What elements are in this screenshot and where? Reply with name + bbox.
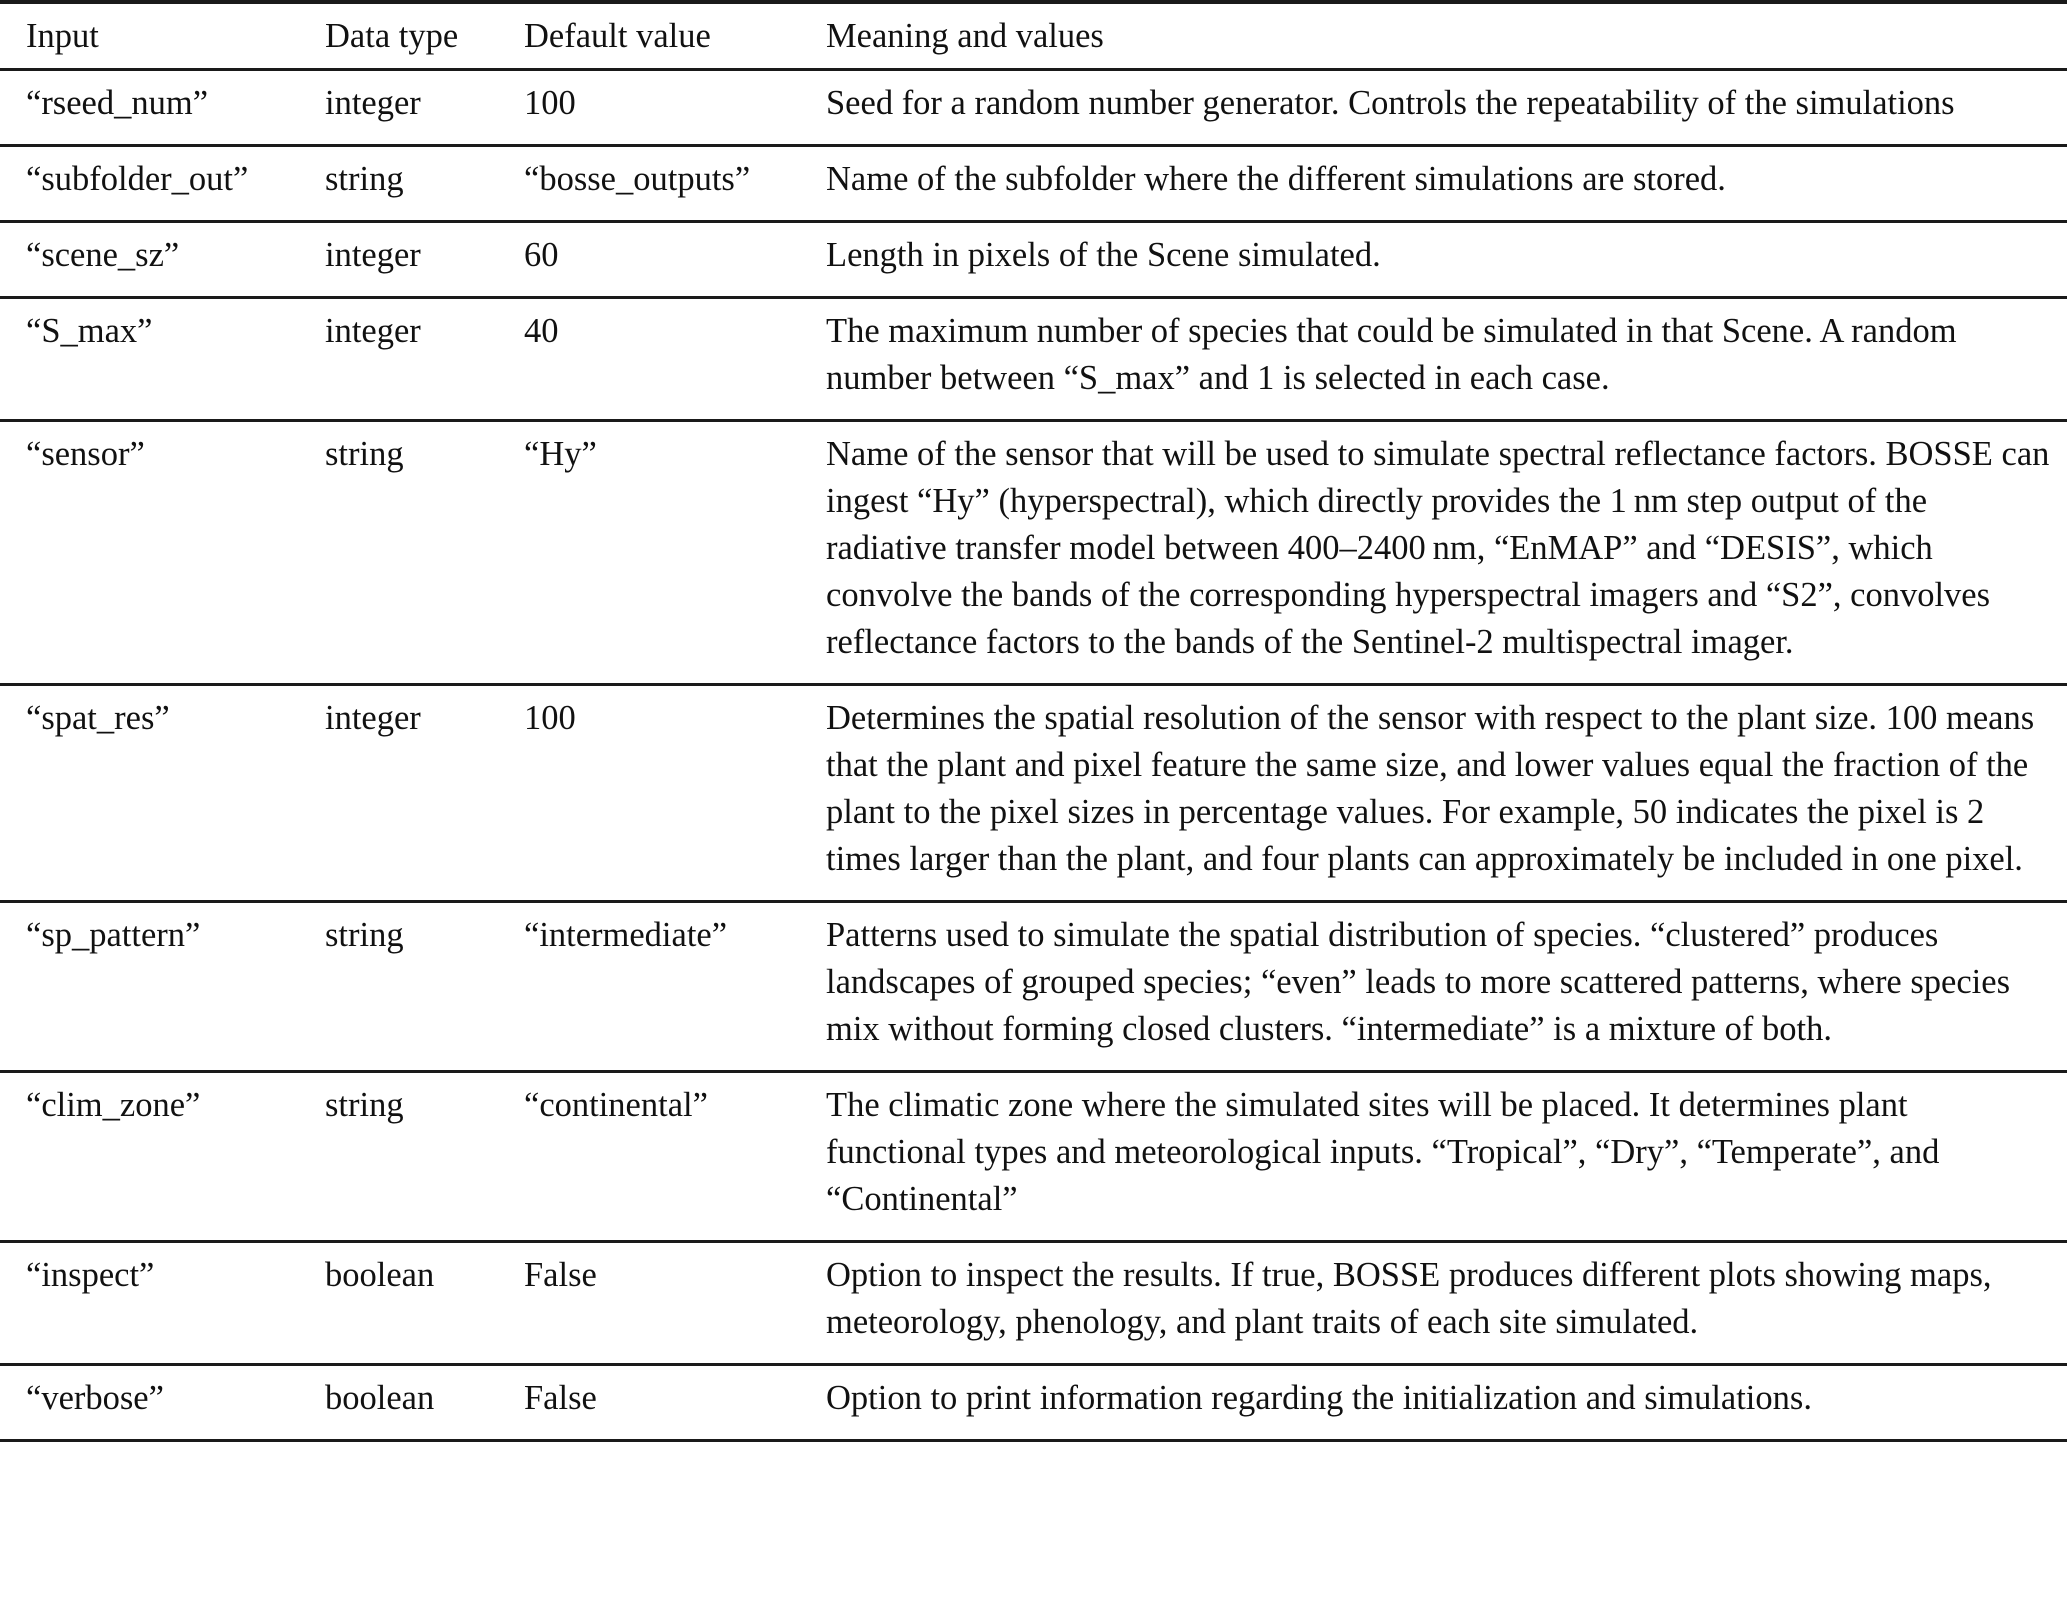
cell-meaning: The climatic zone where the simulated sites will be placed. It determines plant functional types and meteorological inputs. “Tropical”, “Dry”, “Temperate”, and “Continental”	[826, 1086, 1940, 1218]
cell-data-type: string	[325, 160, 404, 198]
cell-data-type: boolean	[325, 1256, 435, 1294]
cell-meaning: The maximum number of species that could be simulated in that Scene. A random number between “S_max” and 1 is selected in each case.	[826, 312, 1957, 397]
cell-data-type: integer	[325, 312, 421, 350]
table-row	[0, 902, 2067, 1072]
cell-default-value: 40	[524, 312, 559, 350]
cell-input: “sensor”	[26, 435, 145, 473]
table-header	[0, 2, 2067, 70]
header-input: Input	[26, 17, 99, 55]
cell-default-value: “continental”	[524, 1086, 708, 1124]
header-default-value: Default value	[524, 17, 711, 55]
table-row	[0, 685, 2067, 902]
cell-meaning: Option to inspect the results. If true, BOSSE produces different plots showing maps, meteorology, phenology, and plant traits of each site simulated.	[826, 1256, 1992, 1341]
cell-data-type: integer	[325, 84, 421, 122]
table-body	[0, 70, 2067, 1441]
header-data-type: Data type	[325, 17, 459, 55]
cell-default-value: 100	[524, 84, 576, 122]
cell-meaning: Patterns used to simulate the spatial distribution of species. “clustered” produces landscapes of grouped species; “even” leads to more scattered patterns, where species mix without forming closed clusters. “intermediate” is a mixture of both.	[826, 916, 2011, 1048]
cell-input: “rseed_num”	[26, 84, 209, 122]
table-row	[0, 298, 2067, 421]
cell-meaning: Seed for a random number generator. Controls the repeatability of the simulations	[826, 84, 1955, 122]
cell-data-type: string	[325, 435, 404, 473]
cell-default-value: 100	[524, 699, 576, 737]
cell-data-type: string	[325, 916, 404, 954]
cell-meaning: Name of the subfolder where the different simulations are stored.	[826, 160, 1726, 198]
cell-meaning: Determines the spatial resolution of the sensor with respect to the plant size. 100 means that the plant and pixel feature the same size, and lower values equal the fraction of the plant to the pixel sizes in percentage values. For example, 50 indicates the pixel is 2 times larger than the plant, and four plants can approximately be included in one pixel.	[826, 699, 2035, 878]
cell-data-type: string	[325, 1086, 404, 1124]
cell-input: “clim_zone”	[26, 1086, 201, 1124]
cell-input: “sp_pattern”	[26, 916, 201, 954]
cell-meaning: Length in pixels of the Scene simulated.	[826, 236, 1381, 274]
cell-default-value: “bosse_outputs”	[524, 160, 751, 198]
table-row	[0, 1072, 2067, 1242]
table-row	[0, 222, 2067, 298]
cell-default-value: False	[524, 1379, 597, 1417]
table-row	[0, 1365, 2067, 1441]
cell-default-value: 60	[524, 236, 559, 274]
table-row	[0, 70, 2067, 146]
table-row	[0, 421, 2067, 685]
table-row	[0, 146, 2067, 222]
cell-data-type: integer	[325, 236, 421, 274]
cell-input: “S_max”	[26, 312, 153, 350]
cell-input: “subfolder_out”	[26, 160, 249, 198]
cell-data-type: integer	[325, 699, 421, 737]
cell-default-value: False	[524, 1256, 597, 1294]
cell-input: “verbose”	[26, 1379, 164, 1417]
cell-default-value: “intermediate”	[524, 916, 728, 954]
header-row	[0, 2, 2067, 70]
table-row	[0, 1242, 2067, 1365]
cell-input: “inspect”	[26, 1256, 155, 1294]
cell-data-type: boolean	[325, 1379, 435, 1417]
cell-default-value: “Hy”	[524, 435, 597, 473]
cell-input: “spat_res”	[26, 699, 170, 737]
cell-input: “scene_sz”	[26, 236, 180, 274]
cell-meaning: Name of the sensor that will be used to simulate spectral reflectance factors. BOSSE can ingest “Hy” (hyperspectral), which directly provides the 1 nm step output of the radiative transfer model between 400–2400 nm, “EnMAP” and “DESIS”, which convolve the bands of the corresponding hyperspectral imagers and “S2”, convolves reflectance factors to the bands of the Sentinel-2 multispectral imager.	[826, 435, 2050, 661]
header-meaning: Meaning and values	[826, 17, 1104, 55]
cell-meaning: Option to print information regarding the initialization and simulations.	[826, 1379, 1812, 1417]
